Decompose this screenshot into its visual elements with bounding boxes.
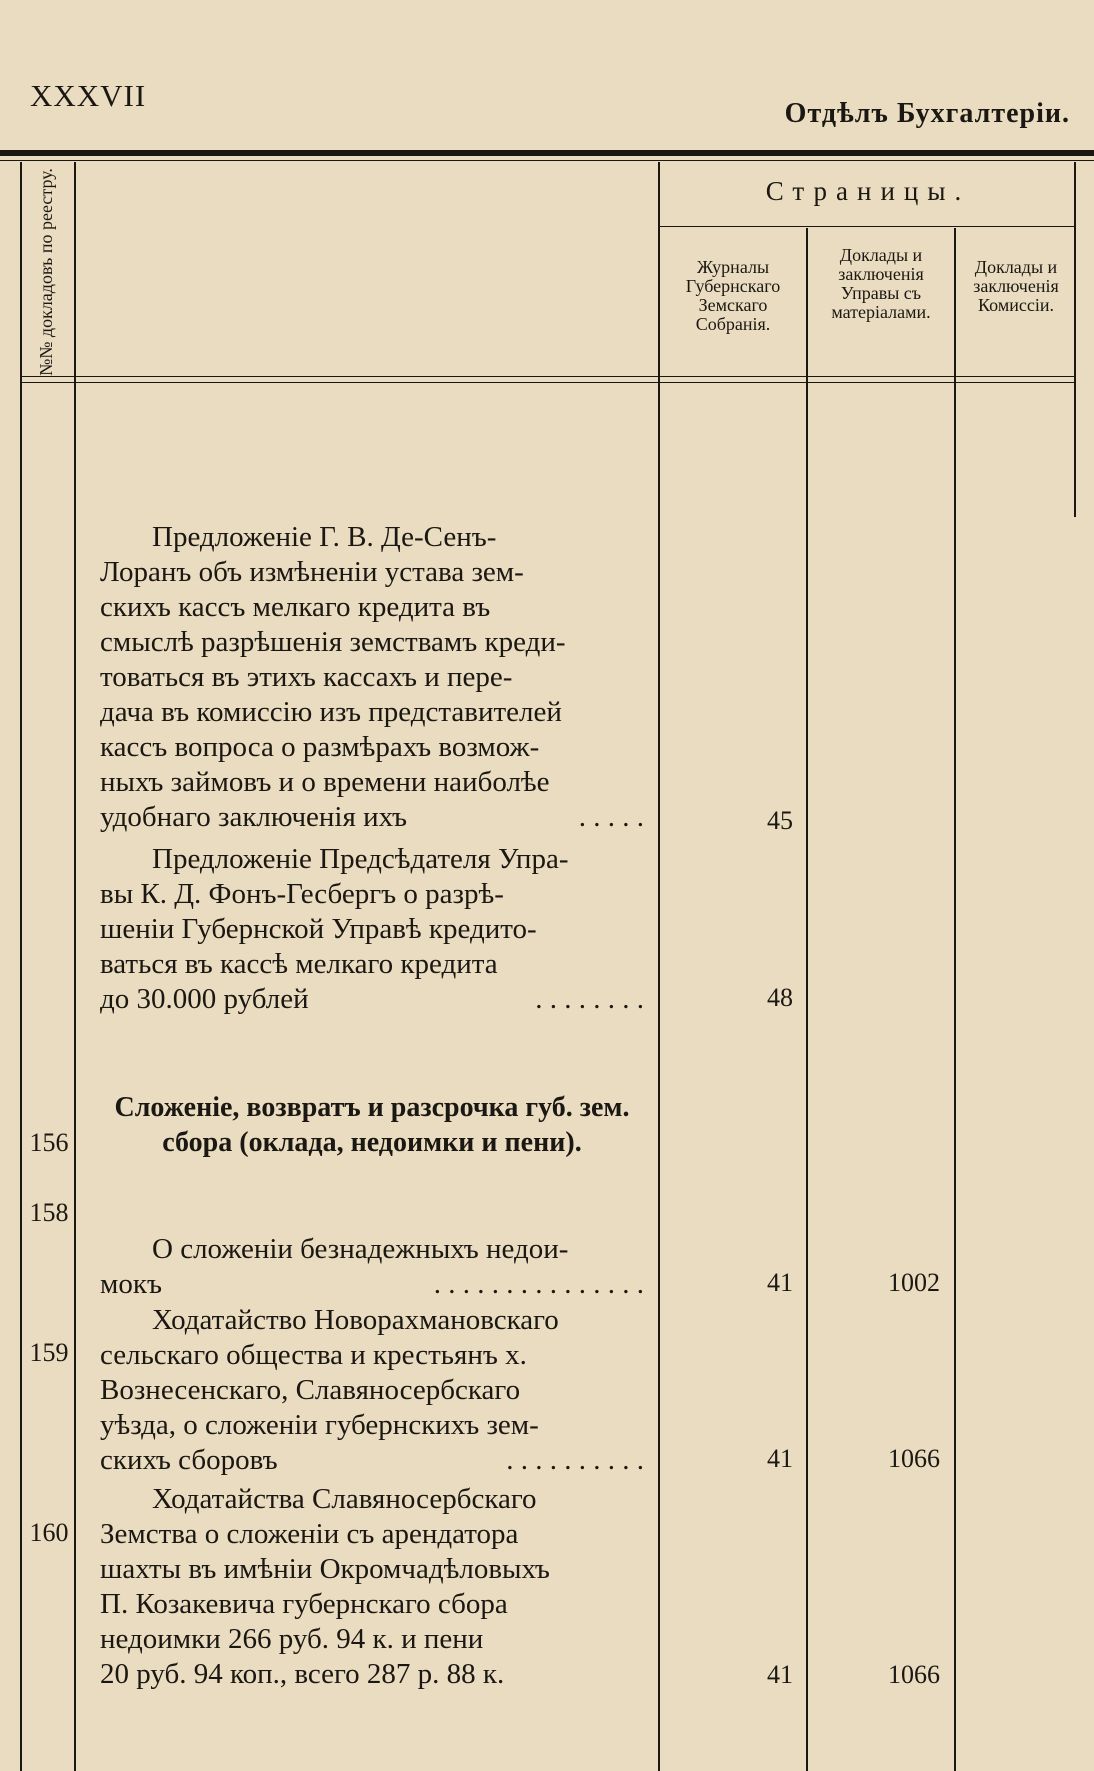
table-divider-number: [74, 162, 76, 1771]
pages-subheader-rule: [660, 226, 1074, 227]
table-divider-uprava: [954, 228, 956, 1771]
column-header-reports-commission: Доклады и заключенія Комиссіи.: [973, 257, 1059, 315]
section-heading: Сложеніе, возвратъ и разсрочка губ. зем. сбора (оклада, недоимки и пени).: [114, 1092, 630, 1158]
section-title: Отдѣлъ Бухгалтеріи.: [784, 98, 1070, 129]
journal-page-number: 41: [767, 1268, 793, 1297]
entry-text: Предложеніе Предсѣдателя Упра- вы К. Д. Фонъ-Гесбергъ о разрѣ- шеніи Губернской Управѣ кредито- ваться въ кассѣ мелкаго кредита до 30.000 рублей . . . . . . . .: [100, 843, 644, 1015]
table-border-right: [1074, 162, 1076, 517]
register-number: 159: [29, 1338, 69, 1367]
table-border-left: [20, 162, 22, 1771]
header-rule-thick: [0, 150, 1094, 156]
register-number: 158: [29, 1198, 69, 1227]
roman-page-number: XXXVII: [30, 78, 147, 113]
column-header-reports-uprava: Доклады и заключенія Управы съ матеріалами.: [831, 245, 931, 322]
entry-text: Ходатайство Новорахмановскаго сельскаго общества и крестьянъ х. Вознесенскаго, Славяносербскаго уѣзда, о сложеніи губернскихъ зем- скихъ сборовъ . . . . . . . . . .: [100, 1304, 644, 1476]
uprava-page-number: 1002: [888, 1268, 940, 1297]
column-header-number: №№ докладовъ по реестру.: [36, 168, 56, 376]
uprava-page-number: 1066: [888, 1660, 940, 1689]
entry-text: Предложеніе Г. В. Де-Сенъ- Лоранъ объ измѣненіи устава зем- скихъ кассъ мелкаго кредита въ смыслѣ разрѣшенія земствамъ креди- товаться въ этихъ кассахъ и пере- дача въ комиссію изъ представителей кассъ вопроса о размѣрахъ возмож- ныхъ займовъ и о времени наиболѣе удобнаго заключенія ихъ . . . . .: [100, 521, 644, 833]
uprava-page-number: 1066: [888, 1444, 940, 1473]
register-number: 156: [29, 1128, 69, 1157]
table-divider-text: [658, 162, 660, 1771]
header-bottom-rule: [20, 376, 1074, 377]
header-bottom-rule-2: [20, 382, 1074, 383]
journal-page-number: 41: [767, 1660, 793, 1689]
header-rule-thin: [0, 160, 1094, 161]
journal-page-number: 48: [767, 983, 793, 1012]
table-divider-journal: [806, 228, 808, 1771]
journal-page-number: 41: [767, 1444, 793, 1473]
column-header-pages: Страницы.: [765, 176, 971, 206]
entry-text: Ходатайства Славяносербскаго Земства о сложеніи съ арендатора шахты въ имѣніи Окромчадѣловыхъ П. Козакевича губернскаго сбора недоимки 266 руб. 94 к. и пени 20 руб. 94 коп., всего 287 р. 88 к.: [100, 1483, 550, 1690]
entry-text: О сложеніи безнадежныхъ недои- мокъ . . . . . . . . . . . . . . .: [100, 1233, 644, 1300]
journal-page-number: 45: [767, 806, 793, 835]
column-header-journals: Журналы Губернскаго Земскаго Собранія.: [685, 257, 781, 334]
register-number: 160: [29, 1518, 69, 1547]
